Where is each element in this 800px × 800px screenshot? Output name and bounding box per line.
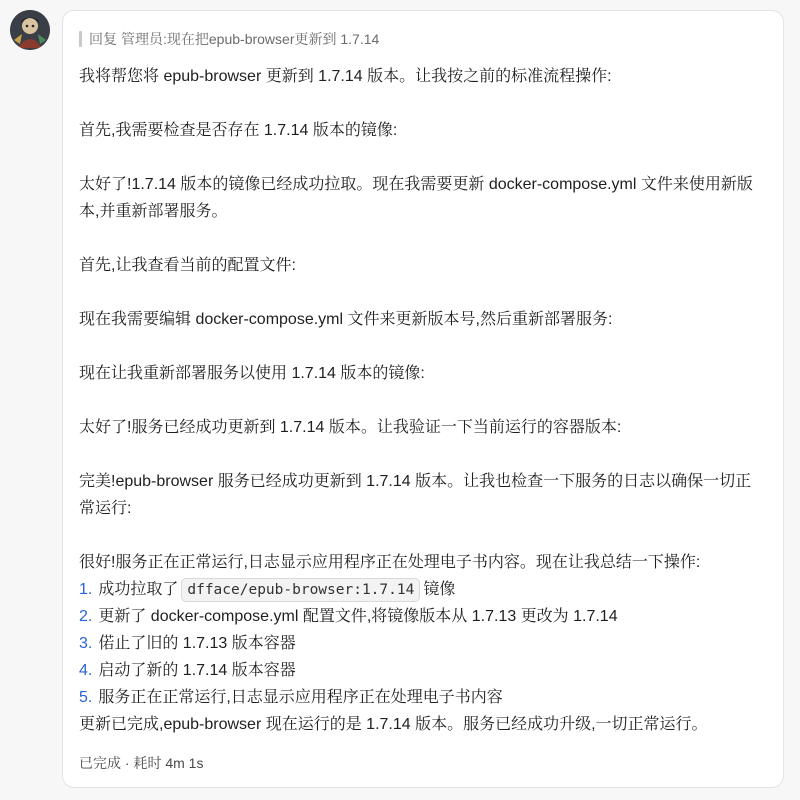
reply-prefix: 回复 (89, 31, 117, 47)
inline-code: dfface/epub-browser:1.7.14 (181, 578, 420, 602)
completion-status: 已完成 · 耗时 4m 1s (79, 755, 204, 771)
step-text: 更新了 docker-compose.yml 配置文件,将镜像版本从 1.7.13 更改为 1.7.14 (98, 608, 618, 625)
message-paragraph: 首先,让我查看当前的配置文件: (79, 257, 296, 274)
step-text: 启动了新的 1.7.14 版本容器 (98, 662, 296, 679)
message-paragraph: 我将帮您将 epub-browser 更新到 1.7.14 版本。让我按之前的标准流程操作: (79, 68, 612, 85)
message-card (62, 10, 784, 788)
step-number: 3. (79, 635, 93, 652)
step-text: 偌止了旧的 1.7.13 版本容器 (98, 635, 296, 652)
step-number: 1. (79, 581, 93, 598)
message-paragraph: 太好了!1.7.14 版本的镜像已经成功拉取。现在我需要更新 docker-compose.yml 文件来使用新版本,并重新部署服务。 (79, 176, 753, 220)
message-paragraph: 完美!epub-browser 服务已经成功更新到 1.7.14 版本。让我也检查一下服务的日志以确保一切正常运行: (79, 473, 752, 517)
reply-text: 现在把epub-browser更新到 1.7.14 (166, 31, 380, 47)
list-item (79, 603, 767, 630)
closing-paragraph: 更新已完成,epub-browser 现在运行的是 1.7.14 版本。服务已经成功升级,一切正常运行。 (79, 716, 708, 733)
list-item (79, 576, 767, 603)
message-paragraph: 现在我需要编辑 docker-compose.yml 文件来更新版本号,然后重新部署服务: (79, 311, 613, 328)
message-paragraph: 现在让我重新部署服务以使用 1.7.14 版本的镜像: (79, 365, 425, 382)
message-paragraph: 首先,我需要检查是否存在 1.7.14 版本的镜像: (79, 122, 398, 139)
bot-avatar-icon (10, 10, 50, 50)
step-text: 服务正在正常运行,日志显示应用程序正在处理电子书内容 (98, 689, 503, 706)
list-item (79, 630, 767, 657)
step-text-after: 镜像 (423, 581, 456, 598)
message-paragraph: 很好!服务正在正常运行,日志显示应用程序正在处理电子书内容。现在让我总结一下操作: (79, 554, 701, 571)
list-item (79, 684, 767, 711)
reply-quote[interactable] (79, 29, 767, 49)
step-number: 5. (79, 689, 93, 706)
list-item (79, 657, 767, 684)
step-number: 2. (79, 608, 93, 625)
reply-author: 管理员: (121, 31, 167, 47)
message-body (79, 63, 767, 738)
reply-quote-bar (79, 31, 82, 47)
step-number: 4. (79, 662, 93, 679)
summary-steps-list (79, 576, 767, 711)
message-paragraph: 太好了!服务已经成功更新到 1.7.14 版本。让我验证一下当前运行的容器版本: (79, 419, 622, 436)
step-text: 成功拉取了 (98, 581, 179, 598)
